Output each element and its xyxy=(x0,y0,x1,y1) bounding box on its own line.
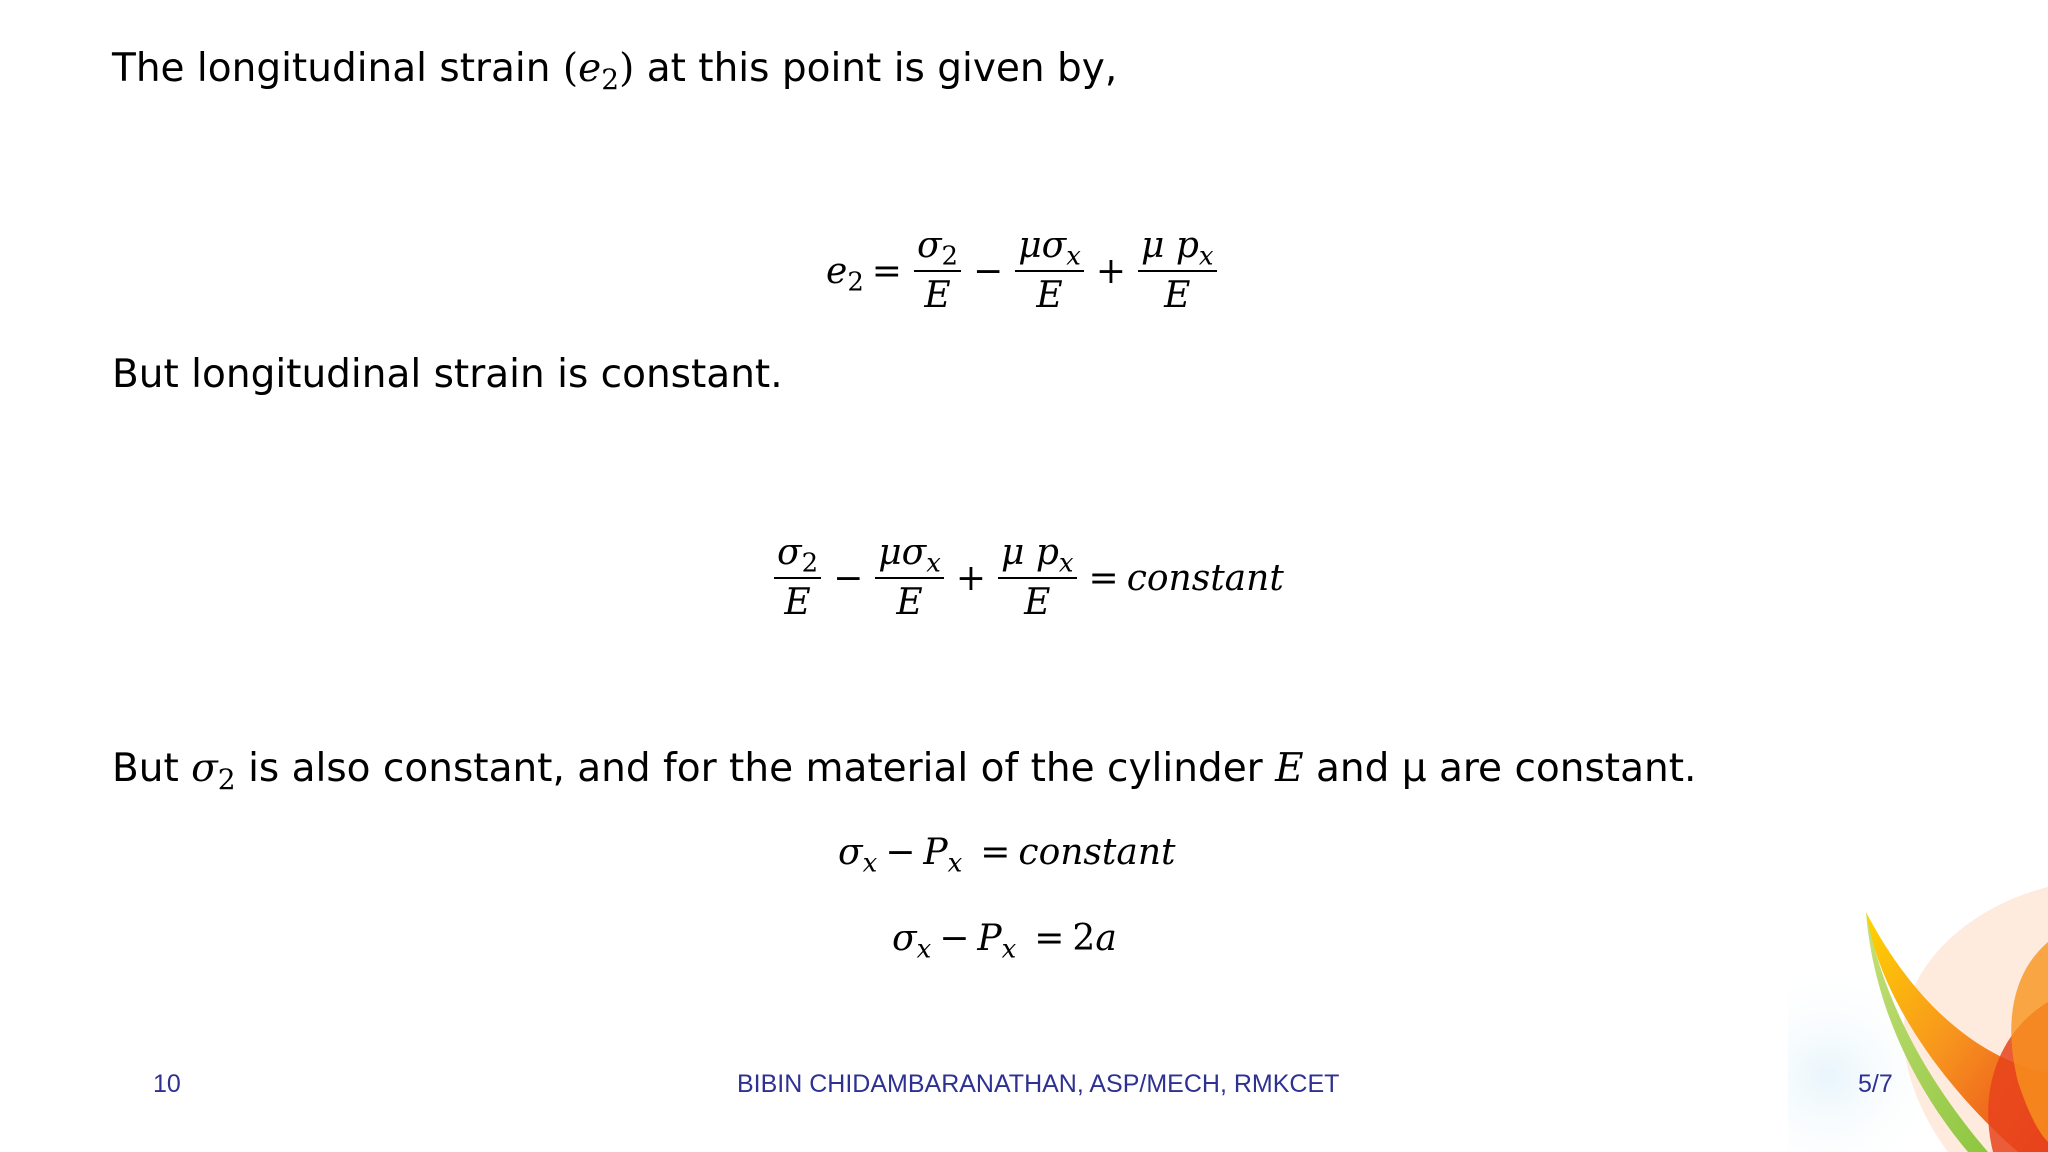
intro-text-pre: The longitudinal strain xyxy=(112,46,563,91)
eq2-equals: = xyxy=(1088,557,1119,599)
eq1-lhs: $e_2$ xyxy=(826,250,864,297)
eq2-fraction-3: $\frac{\mu p_x}{E}$ xyxy=(998,533,1077,623)
eq2-fraction-1: $\frac{\sigma_2}{E}$ xyxy=(774,533,821,623)
sigma-minus-p-constant-equation: $\sigma_x$ − $P_x$ = constant xyxy=(838,832,1176,879)
footer-date: 5/7 xyxy=(1858,1070,1893,1098)
intro-text-post: at this point is given by, xyxy=(634,46,1118,91)
eq2-rhs: constant xyxy=(1126,557,1284,599)
eq1-minus: − xyxy=(973,250,1004,292)
footer-page-number: 10 xyxy=(153,1070,181,1098)
sigma-constant-text: But $\sigma_2$ is also constant, and for the material of the cylinder E and μ are constant. xyxy=(112,746,1697,796)
eq1-fraction-1: $\frac{\sigma_2}{E}$ xyxy=(914,226,961,316)
decorative-swoosh-graphic xyxy=(1788,882,2048,1152)
eq1-fraction-2: $\frac{\mu\sigma_x}{E}$ xyxy=(1015,226,1084,316)
strain-symbol: e xyxy=(578,46,602,91)
strain-equation xyxy=(826,226,1221,316)
eq2-fraction-2: $\frac{\mu\sigma_x}{E}$ xyxy=(875,533,944,623)
eq2-plus: + xyxy=(955,557,987,599)
sigma-minus-p-2a-equation: $\sigma_x$ − $P_x$ = 2 a xyxy=(892,918,1117,965)
constant-strain-text: But longitudinal strain is constant. xyxy=(112,352,783,397)
intro-text-line xyxy=(112,44,1117,94)
footer-author: BIBIN CHIDAMBARANATHAN, ASP/MECH, RMKCET xyxy=(737,1070,1340,1098)
eq1-plus: + xyxy=(1095,250,1126,292)
eq1-equals: = xyxy=(871,250,902,292)
sigma2-symbol: σ xyxy=(191,746,218,791)
constant-equation xyxy=(770,533,1284,623)
modulus-symbol: E xyxy=(1275,746,1304,791)
eq2-minus: − xyxy=(833,557,864,599)
paren-close: ) xyxy=(619,46,635,91)
paren-open: ( xyxy=(562,46,579,91)
strain-subscript: 2 xyxy=(601,62,620,96)
eq1-fraction-3: $\frac{\mu p_x}{E}$ xyxy=(1138,226,1217,316)
